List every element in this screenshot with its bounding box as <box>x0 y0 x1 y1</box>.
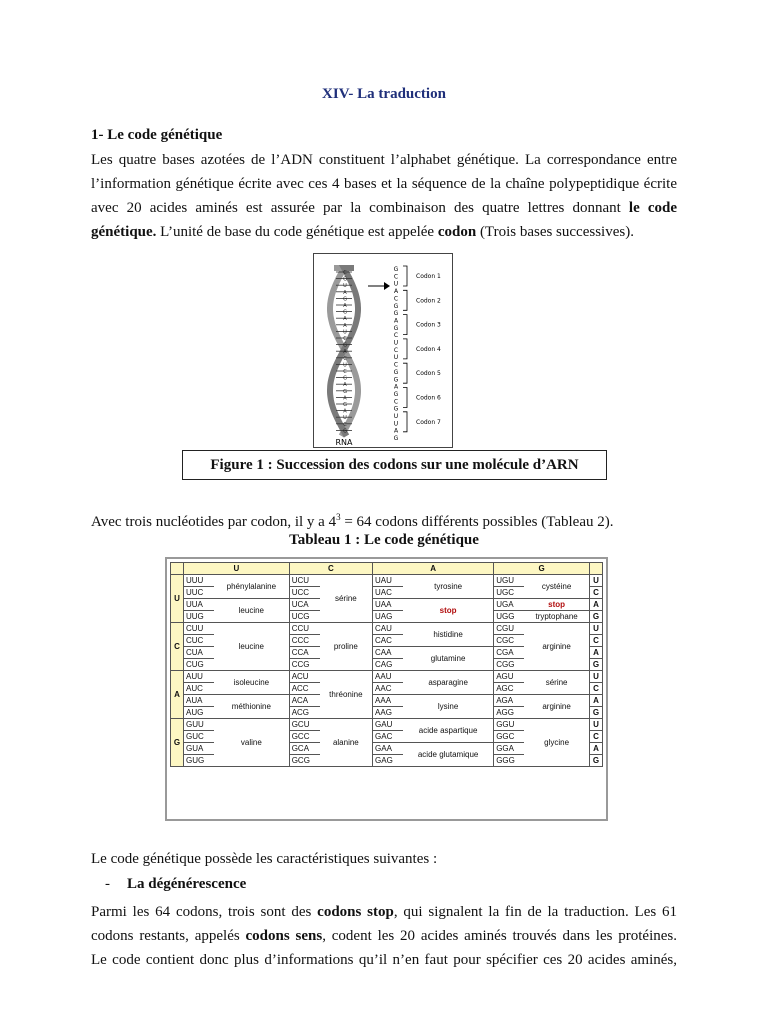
base-letter: C <box>343 421 347 428</box>
codon-cell: UCA <box>289 599 320 611</box>
codon-cell: GAU <box>373 719 404 731</box>
amino-acid-cell: sérine <box>524 671 589 695</box>
codon-cell: AAA <box>373 695 404 707</box>
bullet-label: La dégénérescence <box>127 876 247 892</box>
superscript: 3 <box>336 512 341 522</box>
codon-bracket <box>403 266 407 286</box>
codon-cell: CUG <box>184 659 215 671</box>
table-title: Tableau 1 : Le code génétique <box>289 532 479 548</box>
intro-text: L’unité de base du code génétique est appelée <box>160 224 435 240</box>
rna-base: C <box>393 361 399 369</box>
rna-base: G <box>393 368 399 376</box>
codon-cell: CUU <box>184 623 215 635</box>
amino-acid-cell: histidine <box>403 623 494 647</box>
codon-label: Codon 7 <box>416 418 441 426</box>
codon-cell: GUG <box>184 755 215 767</box>
intro-bold: le code <box>628 200 678 216</box>
codon-cell: CGA <box>494 647 525 659</box>
intro-line-4 <box>91 220 677 244</box>
base-letter: G <box>343 428 347 435</box>
rna-base: G <box>393 310 399 318</box>
table-row <box>171 575 603 587</box>
first-base-cell: C <box>171 623 184 671</box>
amino-acid-cell: sérine <box>320 575 373 623</box>
base-letter: U <box>343 415 347 422</box>
codon-cell: AUG <box>184 707 215 719</box>
third-base-cell: A <box>590 647 603 659</box>
third-base-cell: A <box>590 599 603 611</box>
amino-acid-cell <box>524 599 589 611</box>
third-base-cell: A <box>590 695 603 707</box>
base-letter: A <box>343 349 347 356</box>
codon-cell: AAG <box>373 707 404 719</box>
amino-acid-cell: tyrosine <box>403 575 494 599</box>
column-header: G <box>494 563 590 575</box>
codon-cell: UGA <box>494 599 525 611</box>
rna-base: C <box>393 346 399 354</box>
table-row <box>171 599 603 611</box>
rna-base: G <box>393 390 399 398</box>
table-row <box>171 671 603 683</box>
text: Avec trois nucléotides par codon, il y a 4 <box>91 514 337 530</box>
amino-acid-cell: cystéine <box>524 575 589 599</box>
degeneracy-paragraph <box>91 900 677 972</box>
degeneracy-line-2 <box>91 924 677 948</box>
codon-cell: UAG <box>373 611 404 623</box>
rna-base: U <box>393 339 399 347</box>
codon-label: Codon 2 <box>416 297 441 305</box>
characteristics-intro: Le code génétique possède les caractéristiques suivantes : <box>91 851 438 867</box>
amino-acid-cell: lysine <box>403 695 494 719</box>
codon-cell: GAC <box>373 731 404 743</box>
codon-cell: GGA <box>494 743 525 755</box>
rna-base: U <box>393 413 399 420</box>
column-header: U <box>184 563 290 575</box>
third-base-cell: A <box>590 743 603 755</box>
rna-base: C <box>393 398 399 406</box>
intro-text: (Trois bases successives). <box>479 224 634 240</box>
rna-label: RNA <box>335 438 353 447</box>
codon-cell: UUC <box>184 587 215 599</box>
codon-cell: AGC <box>494 683 525 695</box>
amino-acid-cell: tryptophane <box>524 611 589 623</box>
arrow-head <box>384 282 390 290</box>
section-heading: 1- Le code génétique <box>91 127 223 143</box>
codon-cell: ACU <box>289 671 320 683</box>
base-letter: U <box>343 362 347 369</box>
codon-cell: AGG <box>494 707 525 719</box>
table-row <box>171 719 603 731</box>
third-base-cell: C <box>590 731 603 743</box>
codon-bracket <box>403 363 407 383</box>
codon-cell: GAA <box>373 743 404 755</box>
intro-line-1: Les quatre bases azotées de l’ADN constituent l’alphabet génétique. La correspondance entre <box>91 152 677 168</box>
base-letter: U <box>343 329 347 336</box>
rna-base: G <box>393 266 399 273</box>
codon-cell: AUC <box>184 683 215 695</box>
page-title: XIV- La traduction <box>322 86 446 102</box>
base-letter: A <box>343 408 347 415</box>
codon-cell: GUU <box>184 719 215 731</box>
codon-cell: GGC <box>494 731 525 743</box>
intro-paragraph <box>91 148 677 244</box>
codon-cell: CAG <box>373 659 404 671</box>
corner-cell <box>590 563 603 575</box>
codon-cell: CGU <box>494 623 525 635</box>
amino-acid-cell: acide aspartique <box>403 719 494 743</box>
codon-cell: UUA <box>184 599 215 611</box>
codon-cell: CAC <box>373 635 404 647</box>
codon-label: Codon 6 <box>416 394 441 402</box>
base-letter: G <box>343 388 347 395</box>
first-base-cell: G <box>171 719 184 767</box>
base-letter: C <box>343 355 347 362</box>
intro-bold: codon <box>437 224 477 240</box>
rna-base: A <box>393 427 399 435</box>
base-letter: G <box>343 342 347 349</box>
codon-cell: GAG <box>373 755 404 767</box>
stop-codon-label: stop <box>548 600 566 609</box>
codon-cell: GGG <box>494 755 525 767</box>
base-letter: C <box>343 270 347 276</box>
third-base-cell: G <box>590 755 603 767</box>
codon-cell: UGG <box>494 611 525 623</box>
degeneracy-line-1 <box>91 900 677 924</box>
table-row <box>171 695 603 707</box>
codon-cell: AAC <box>373 683 404 695</box>
codon-cell: CAU <box>373 623 404 635</box>
column-header: A <box>373 563 494 575</box>
rna-base: A <box>393 317 399 325</box>
intro-line-3 <box>91 196 677 220</box>
codon-cell: GUC <box>184 731 215 743</box>
amino-acid-cell: leucine <box>214 599 289 623</box>
base-letter: G <box>343 309 347 316</box>
codon-cell: CCA <box>289 647 320 659</box>
codon-label: Codon 4 <box>416 345 441 353</box>
amino-acid-cell: asparagine <box>403 671 494 695</box>
intro-bold: génétique. <box>91 224 157 240</box>
codon-cell: CGG <box>494 659 525 671</box>
amino-acid-cell: glutamine <box>403 647 494 671</box>
rna-base: C <box>393 295 399 303</box>
amino-acid-cell: acide glutamique <box>403 743 494 767</box>
codon-cell: CAA <box>373 647 404 659</box>
figure-caption: Figure 1 : Succession des codons sur une molécule d’ARN <box>182 450 607 480</box>
amino-acid-cell: thréonine <box>320 671 373 719</box>
third-base-cell: C <box>590 683 603 695</box>
rna-base: A <box>393 288 399 296</box>
third-base-cell: G <box>590 611 603 623</box>
codon-cell: CUA <box>184 647 215 659</box>
codon-cell: GCC <box>289 731 320 743</box>
amino-acid-cell: proline <box>320 623 373 671</box>
amino-acid-cell: alanine <box>320 719 373 767</box>
codon-cell: AUU <box>184 671 215 683</box>
base-letter: G <box>343 296 347 303</box>
rna-base: C <box>393 273 399 281</box>
codon-cell: GUA <box>184 743 215 755</box>
base-letter: A <box>343 316 347 323</box>
third-base-cell: G <box>590 659 603 671</box>
intro-line-2: l’information génétique écrite avec ces 4 bases et la séquence de la chaîne polypeptidique écrite <box>91 176 677 192</box>
table-row <box>171 623 603 635</box>
base-letter: A <box>343 303 347 309</box>
codon-cell: AGU <box>494 671 525 683</box>
codon-label: Codon 1 <box>416 273 441 280</box>
amino-acid-cell: leucine <box>214 623 289 671</box>
codon-bracket <box>403 290 407 310</box>
codon-label: Codon 3 <box>416 321 441 329</box>
base-letter: G <box>343 276 347 283</box>
first-base-cell: A <box>171 671 184 719</box>
bold: codons stop <box>317 904 394 920</box>
rna-base: A <box>393 383 399 391</box>
codon-bracket <box>403 339 407 359</box>
rna-helix-diagram <box>314 254 452 447</box>
codon-bracket <box>403 412 407 432</box>
corner-cell <box>171 563 184 575</box>
amino-acid-cell <box>403 599 494 623</box>
codon-cell: CGC <box>494 635 525 647</box>
codon-cell: UCC <box>289 587 320 599</box>
rna-base: G <box>393 324 399 332</box>
codon-count-paragraph <box>91 505 677 534</box>
amino-acid-cell: arginine <box>524 623 589 671</box>
third-base-cell: U <box>590 719 603 731</box>
base-letter: C <box>343 369 347 375</box>
first-base-cell: U <box>171 575 184 623</box>
codon-cell: AGA <box>494 695 525 707</box>
text: , qui signalent la fin de la traduction. Les 61 <box>393 904 678 920</box>
codon-cell: UAC <box>373 587 404 599</box>
table-header-row <box>171 563 603 575</box>
base-letter: G <box>343 375 347 382</box>
rna-base: G <box>393 405 399 413</box>
codon-cell: CCU <box>289 623 320 635</box>
base-letter: A <box>343 395 347 402</box>
intro-text: avec 20 acides aminés est assurée par la combinaison des quatre lettres donnant <box>91 200 621 216</box>
text: Parmi les 64 codons, trois sont des <box>91 904 312 920</box>
amino-acid-cell: arginine <box>524 695 589 719</box>
base-letter: C <box>343 336 347 342</box>
text: = 64 codons différents possibles (Tableau 2). <box>340 514 614 530</box>
base-letter: A <box>343 289 347 296</box>
base-letter: A <box>343 382 347 389</box>
column-header: C <box>289 563 372 575</box>
rna-base: C <box>393 332 399 340</box>
rna-codon-figure <box>313 253 453 448</box>
codon-cell: ACG <box>289 707 320 719</box>
codon-bracket <box>403 388 407 408</box>
codon-cell: UGU <box>494 575 525 587</box>
bullet-dash: - <box>105 876 110 892</box>
third-base-cell: U <box>590 671 603 683</box>
stop-codon-label: stop <box>439 606 457 615</box>
codon-cell: UCG <box>289 611 320 623</box>
base-letter: U <box>343 283 347 290</box>
codon-cell: ACC <box>289 683 320 695</box>
rna-base: G <box>393 302 399 310</box>
codon-bracket <box>403 315 407 335</box>
amino-acid-cell: glycine <box>524 719 589 767</box>
amino-acid-cell: isoleucine <box>214 671 289 695</box>
rna-base: G <box>393 435 399 443</box>
codon-cell: AAU <box>373 671 404 683</box>
base-letter: G <box>343 402 347 408</box>
rna-base: U <box>393 420 399 428</box>
text: codons restants, appelés <box>91 928 240 944</box>
codon-cell: UCU <box>289 575 320 587</box>
codon-cell: UAA <box>373 599 404 611</box>
base-letter: A <box>343 322 347 329</box>
bullet-degeneracy <box>105 876 246 893</box>
bold: codons sens <box>245 928 323 944</box>
third-base-cell: U <box>590 575 603 587</box>
genetic-code-table <box>165 557 608 821</box>
degeneracy-line-3: Le code contient donc plus d’informations qu’il n’en faut pour spécifier ces 20 acides aminés, <box>91 952 677 968</box>
codon-cell: GCG <box>289 755 320 767</box>
codon-cell: GCU <box>289 719 320 731</box>
codon-cell: CCC <box>289 635 320 647</box>
codon-table <box>170 562 603 767</box>
codon-cell: UUG <box>184 611 215 623</box>
rna-base: U <box>393 280 399 288</box>
amino-acid-cell: méthionine <box>214 695 289 719</box>
codon-cell: UUU <box>184 575 215 587</box>
rna-base: G <box>393 376 399 384</box>
third-base-cell: U <box>590 623 603 635</box>
codon-cell: UAU <box>373 575 404 587</box>
amino-acid-cell: valine <box>214 719 289 767</box>
codon-label: Codon 5 <box>416 370 441 378</box>
amino-acid-cell: phénylalanine <box>214 575 289 599</box>
rna-base: U <box>393 354 399 362</box>
codon-cell: CUC <box>184 635 215 647</box>
text: , codent les 20 acides aminés trouvés dans les protéines. <box>322 928 678 944</box>
codon-cell: UGC <box>494 587 525 599</box>
third-base-cell: C <box>590 587 603 599</box>
codon-cell: GCA <box>289 743 320 755</box>
codon-cell: GGU <box>494 719 525 731</box>
codon-cell: ACA <box>289 695 320 707</box>
codon-cell: AUA <box>184 695 215 707</box>
third-base-cell: C <box>590 635 603 647</box>
codon-cell: CCG <box>289 659 320 671</box>
third-base-cell: G <box>590 707 603 719</box>
